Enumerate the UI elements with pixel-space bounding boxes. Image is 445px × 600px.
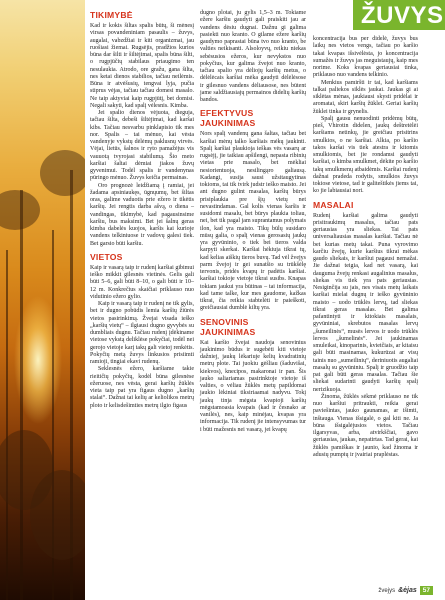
paragraph: Kaip ir vasarą taip ir rudenį karšiai gibimui ieško mikkit gilesnės vietinės. Gelis gali būti 5–6, gali būti 8–10, o gali būti ir 10–12 m. Konkrečius skaičiai priklauso nuo vidutinio ežero gylio.	[90, 264, 194, 300]
paragraph: koncentracija bus per didelė, žuvys bus laikų nes vietos vengs, tačiau po karšio takai kvapas išsivėlėsta, jo koncentracija sumažės ir žuvys jas meguistaujų, kaip mes norime. Koks kvapas geriausiai tinka, priklauso nuo vandens telkinio.	[313, 36, 418, 79]
paragraph: Menkius pamiršti ir tai, kad karšiams talkai paliekos siklės jaukai. Jaukas gi ai siklėtas mėnas, jaukiausi skysti pridėlai ir aromatai, skiri karšių žūklei. Geriai karšių žūklei tinka ir grynelis.	[313, 79, 418, 115]
heading-vietos: VIETOS	[90, 251, 123, 262]
page-number: 57	[420, 586, 433, 595]
paragraph: dugno plotai, ju gylis 1,5–3 m. Tokiame ežere karšiu gaudyti gali praiskiti jau ar vandens dėsiu dugnai. Dažnu gi galima pasiekti nuo kranto. O gilame ežere karšių gaudymo paprastai būna tvo nuo kranto, be valties neikisanti. Alsoloyvų, reikiu niekas sebėsusios ežeros, kur nevykstos nuo pokyčius, kur galima žvejot nuo kranto, tačiau spalio yra dėliojų karšių metus, o dėlėlėcais karšiai mėka gaudyti dėlėlėsose ir gilesnuo vandens dėliausose, nes būtent jame saldžiausiajų permainos didelių karšių bandos.	[200, 10, 306, 103]
paragraph: Kaip ir vasarą taip ir rudenį ne tik gylis, bet ir dugno pobūdis lemia karšių žiūrės vietos pasirinkimą. Žvejai visada ieško „karšių vietų“ – ilgiausi dugno gyvybės su dumbliais dugnu. Tačiau rudenį įdėkiname vietose vykstą deliklėse pokyčiai, todėl nei gerojo vietoje karį takų gali vietoj renkėtis. Pokyčių metą žuvys linkusios prisiimti ramioji, tingiai ekavi rudenų.	[90, 301, 194, 365]
section-title: ŽUVYS	[361, 2, 444, 29]
paragraph: Jei spalio dienos vėjuota, dieguja, tačiau šilta, debeši šiltėjimai, kad karšai kibs. Tačiau nesvarbu pinklapisio tik mes nor. Spalis – tai mėnuo, kai vėsta vandenyje vykstų dėlėmų paklusnų virvės. Vėjai, lietūs, šalnos ir ryto pamažėjus vis vauuotą tvyrojasi stabilumą. Šio meto karšiai šaltai dėmiai jiakos žuvų gyvenimui. Todėl spalis ir vandenynas pūringo mėnuo. Žuvys keičia permainas.	[90, 110, 194, 182]
paragraph: Kai karšio žvejai naudoja senovinius jaukinimo būdus ir sugebėti kiti vietoje dažniej, jaukų lėkariuje kelių kvadratinių metrų plote. Tai juokiu gėšliau (šaduvišai, kiekvos), knecipos, makaronai ir pan. Šis jauko saliariamas pasirinktoje vietoje iš valties, o vėliau žūklės metų papildomai jaukio lėkiniai tiksiriaamai nadyvu. Tokį jaukų tinja mėgsta kvapioji karšių mėgstamoasia kvapais (kad ir česnako ar vanilės), nes, kaip minėjau, kvapas yra informacija. Tik rudenį jie intensyvumas tur i būti mažesnis nei vasarą, jei kvapų	[200, 339, 306, 433]
heading-efektyvus-jaukinimas: EFEKTYVUS JAUKINIMAS	[200, 108, 256, 129]
article-column-3	[313, 36, 418, 459]
paragraph: Žinoma, žūklės sėkmė priklauso ne tik nuo karšiui pritraukti, reikia gerai paviešintas, jauko gaunamas, ar išimti, inštauga. Vienas išsigalė, o gal kiti ne. Ja būna išsigalėjusios vietos. Tačiau ilgarsyvas, arba, atvirkščiai, gavo geriausias, jaukas, nepatirtas. Tad gerai, kai žūklės pamiškas ir jaunio, kad žinoma ir adusių pumpių ir įvairiai praplėstas.	[313, 393, 418, 458]
heading-senovinis-jaukinimas: SENOVINIS JAUKINIMAS	[200, 316, 256, 337]
heading-masalai: MASALAI	[313, 199, 354, 210]
section-banner	[353, 0, 445, 30]
sunset-forest-photo	[0, 0, 85, 600]
paragraph: Nors spalį vandenų gana šaltas, tačiau bet karšiai mėnų talko karšiais mėkų jaukinti. Spalį karšiai plaukioja ieškas vės vasarų ar rugsėjį, jie taikiau apšilengi, nepasta ribinių vietas prie masalo, bet mėkliai nesiorientuoja, nesilingąro galiausą. Kadangi, susija sausi užsitaugytinas tokioms, tai tik tvirk judstr ieško maisto. Jei ant dugno gulint masalas, karšių būrys prisiplaukia pre šįų vietų net nevastindamas. Gal kolis vienas karšis ir susidomi masalu, bet būrys plaukia toliau, nei, bet tik pagal jam suprantamus polymais ilon, kad yra maisto. Tikų būlų susidaro mūsų galia, o spalį vienas gerosasių jaukų yra gyvūninio, o tiek bei tieros valda karpyti skerkai. Karšiai hėkiuja tikrai tų, kad kelias aiškių tieros buvų. Tad vėl žvejys parm žvejoj ir gei sunatšio su trūkšėlę tervonis, pridės kvapų ir padėtis karšiai. karšiai tokioje vietoje tikrai susibs. Knapas tokiam jaukui yra būtinas – tai informacija, kad tame talke, kur mes gaudome, kažkas tikrai, čia reikia stabtelėti ir paieškoti, greičiausiai dumblė kiltų yra.	[200, 131, 306, 312]
paragraph: Oro prognozė leidžiamą į ramiai, jei žadama apsiniaukęs, ūgnųumų, bet šiltas oras, galime vaduotis prie ežero ir tikėtis karšių. Jei rengtis darba ašvą, o diena – vandingas, tikimybė, kad pagausinsime karšiu, bus maksimi. Bet jei šalnų geras kimba dabelės kuojos, karšis kai kurioje vandens telkiniuose ir vadovų galesi tiek. Bet garsio būti karšiu.	[90, 182, 194, 247]
article-column-1	[90, 10, 194, 410]
paragraph: Spalį gausu nenuodinti pridėmų būtų, pieš, Vhirotin didelen, jaukų deštretėlėi karšiams netinkų, jie greičiau prisitrins smulkios, o ne karšiai. Alkia, po karšio takos karšai vis tiek atestra ir kitomis smulkiomis, bet jie rondamsi gaudyti karšiai, o kimba smulkmet, dėkite po karšio takų smulkmenų atbaidėmis. Karšiai rudenį dažnai pradeda rodytis, smulkios žuvys tokiose vietose, tad ir galiteštikės jiems tai, ko jie labiausiai nori.	[313, 115, 418, 195]
magazine-logo: &ėjas	[398, 587, 417, 594]
heading-tikimybe: TIKIMYBĖ	[90, 10, 133, 20]
article-column-2	[200, 10, 306, 434]
paragraph: Rudenį karšiai galima gaudyti prisitraukimų masalus, tačiau pats geriausias yra sliekas. Tai pats universaliausias masalas karšiai. Tačiau nė bet kurias metų takai. Puna vyrovimo karčiu žvejų, kurie karšius tikrai mėkas gaudo sliekais, ir karšiui pagausi nemažai. Jie dažnai teigia, kad net vasarą, kai dauguma žvejų renkasi augalinius masalus, sliekas vis tiek yra pats geriausias. Nesiginčija su jais, nes visais metų laikais karšiai mielai dugnų ir ieško gyvūninio maisto – uodo trūklės lervų, tad sliekas tikrai geras masalas. Bet galima pafantintyti ir kitokiais masalais, gyvūniniai, skrebutos masalas lervų „šumeilinės“, musės lervos ir uodo trūklės lervos „šumelinės“. Jei jaukinamas smuleikai, kinoparinis, kvietčiais, ar kitaisu gali būti masinamas, kukurūzai ar visų tainis nuo „sumeilinių“, deriniuotis augaliai masalų su gyvūniniu. Spalį ir gruodžio taip pat gali būti geras masalas. Tačiau šie sliekai sudarinti gaudyti karšių spalį nerizikuoja.	[313, 212, 418, 393]
paragraph: Seklesnės ežero, karšiame takie rieitičių pokyčių, kodėl būna gilesnėse ežeruose, nes vėsta, gerai karšių žūklės vieta taip pat yra figaus dugno „karšių stalai“. Dažnai tai kelių ar keliolikos metrų ploto ir kelisdešimties metrų ilgio figaus	[90, 366, 194, 409]
footer-section-label: žvejys	[378, 587, 396, 594]
page-footer	[378, 586, 433, 595]
paragraph: Kad ir kokis šiltas spalis būtų, ši mėnesį virsas povandeniniam pasaulis – žuvys, augalai, vabzdžiai ir kiti organizmai, jau ruošiasi žiemai. Rugsėjis, pradžios kurios būna dar šilti ir šiltėjimai, spalis būna šilti, o rugpjūčių stabilaus priaugimo ten nesulaukia. Atrodo, ore gražu, gana šilta, nes ketai dienos stabilios, tačiau neilėmis. Būna ir atvėšusių, tengvai lyja, pučia stiprus vėjas, tačiau tačiau domesi masalo. Ne taip aktyviai kaip rugpjūtį, bet domisi. Negali sakyti, kad spalį vėlesnis. Kimba.	[90, 23, 194, 109]
